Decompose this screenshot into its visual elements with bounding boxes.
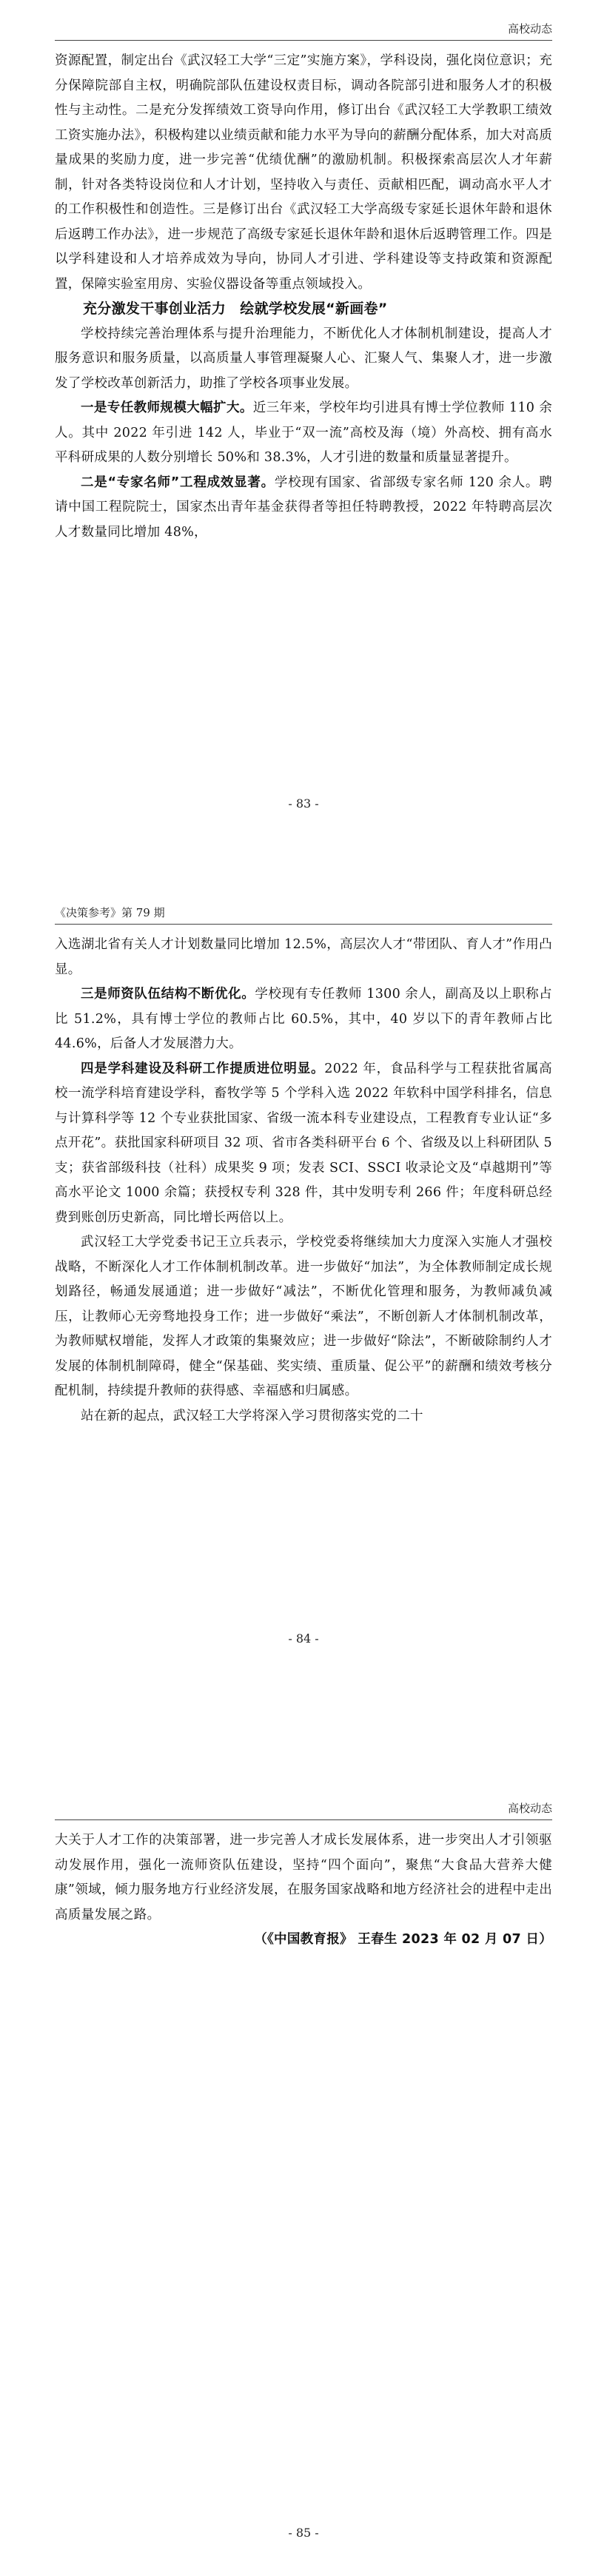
item-lead: 一是专任教师规模大幅扩大。	[81, 400, 253, 415]
header-rule	[55, 40, 552, 41]
page-number: - 84 -	[288, 1631, 319, 1646]
body-paragraph	[55, 1057, 552, 1231]
body-paragraph	[55, 396, 552, 471]
item-text: 学校现有专任教师 1300 余人，副高及以上职称占比 51.2%，具有博士学位的教师占比 60.5%，其中，40 岁以下的青年教师占比 44.6%，后备人才发展潜力大。	[55, 987, 552, 1051]
body-paragraph: 入选湖北省有关人才计划数量同比增加 12.5%，高层次人才“带团队、育人才”作用凸显。	[55, 937, 552, 977]
source-citation: （《中国教育报》 王春生 2023 年 02 月 07 日）	[254, 1932, 552, 1947]
header-rule	[55, 924, 552, 925]
header-rule	[55, 1819, 552, 1820]
body-paragraph	[55, 982, 552, 1057]
running-header: 《决策参考》第 79 期	[55, 906, 165, 919]
item-lead: 二是“专家名师”工程成效显著。	[81, 474, 275, 490]
section-heading: 充分激发干事创业活力 绘就学校发展“新画卷”	[83, 301, 388, 317]
item-text: 近三年来，学校年均引进具有博士学位教师 110 余人。其中 2022 年引进 142 人，毕业于“双一流”高校及海（境）外高校、拥有高水平科研成果的人数分别增长 50%和 38.3%，人才引进的数量和质量显著提升。	[55, 400, 552, 465]
page-84	[0, 851, 607, 1717]
page-body	[55, 49, 552, 545]
page-83	[0, 0, 607, 851]
page-number: - 83 -	[288, 796, 319, 811]
page-number: - 85 -	[288, 2526, 319, 2540]
item-text: 2022 年，食品科学与工程获批省属高校一流学科培育建设学科，畜牧学等 5 个学科入选 2022 年软科中国学科排名，信息与计算科学等 12 个专业获批国家、省级一流本科专业建设点，工程教育专业认证“多点开花”。获批国家科研项目 32 项、省市各类科研平台 6 个、省级及以上科研团队 5 支；获省部级科技（社科）成果奖 9 项；发表 SCI、SSCI 收录论文及“卓越期刊”等高水平论文 1000 余篇；获授权专利 328 件，其中发明专利 266 件；年度科研总经费到账创历史新高，同比增长两倍以上。	[55, 1061, 552, 1225]
body-paragraph: 资源配置，制定出台《武汉轻工大学“三定”实施方案》，学科设岗，强化岗位意识；充分保障院部自主权，明确院部队伍建设权责目标，调动各院部引进和服务人才的积极性与主动性。二是充分发挥绩效工资导向作用，修订出台《武汉轻工大学教职工绩效工资实施办法》，积极构建以业绩贡献和能力水平为导向的薪酬分配体系，加大对高质量成果的奖励力度，进一步完善“优绩优酬”的激励机制。积极探索高层次人才年薪制，针对各类特设岗位和人才计划，坚持收入与责任、贡献相匹配，调动高水平人才的工作积极性和创造性。三是修订出台《武汉轻工大学高级专家延长退休年龄和退休后返聘工作办法》，进一步规范了高级专家延长退休年龄和退休后返聘管理工作。四是以学科建设和人才培养成效为导向，协同人才引进、学科建设等支持政策和资源配置，保障实验室用房、实验仪器设备等重点领域投入。	[55, 53, 552, 292]
body-paragraph: 学校持续完善治理体系与提升治理能力，不断优化人才体制机制建设，提高人才服务意识和服务质量，以高质量人事管理凝聚人心、汇聚人气、集聚人才，进一步激发了学校改革创新活力，助推了学校各项事业发展。	[55, 326, 552, 391]
running-header: 高校动态	[507, 22, 552, 36]
body-paragraph	[55, 471, 552, 546]
body-paragraph: 武汉轻工大学党委书记王立兵表示，学校党委将继续加大力度深入实施人才强校战略，不断深化人才工作体制机制改革。进一步做好“加法”，为全体教师制定成长规划路径，畅通发展通道；进一步做好“减法”，不断优化管理和服务，为教师减负减压，让教师心无旁骛地投身工作；进一步做好“乘法”，不断创新人才体制机制改革，为教师赋权增能，发挥人才政策的集聚效应；进一步做好“除法”，不断破除制约人才发展的体制机制障碍，健全“保基础、奖实绩、重质量、促公平”的薪酬和绩效考核分配机制，持续提升教师的获得感、幸福感和归属感。	[55, 1235, 552, 1398]
body-paragraph: 站在新的起点，武汉轻工大学将深入学习贯彻落实党的二十	[81, 1408, 423, 1423]
item-lead: 四是学科建设及科研工作提质进位明显。	[81, 1061, 325, 1076]
page-body	[55, 1828, 552, 1953]
running-header: 高校动态	[507, 1802, 552, 1815]
body-paragraph: 大关于人才工作的决策部署，进一步完善人才成长发展体系，进一步突出人才引领驱动发展作用，强化一流师资队伍建设，坚持“四个面向”，聚焦“大食品大营养大健康”领域，倾力服务地方行业经济发展，在服务国家战略和地方经济社会的进程中走出高质量发展之路。	[55, 1833, 552, 1922]
item-text: 学校现有国家、省部级专家名师 120 余人。聘请中国工程院院士，国家杰出青年基金获得者等担任特聘教授，2022 年特聘高层次人才数量同比增加 48%，	[55, 474, 552, 540]
item-lead: 三是师资队伍结构不断优化。	[81, 987, 255, 1002]
page-85	[0, 1717, 607, 2576]
page-body	[55, 933, 552, 1429]
